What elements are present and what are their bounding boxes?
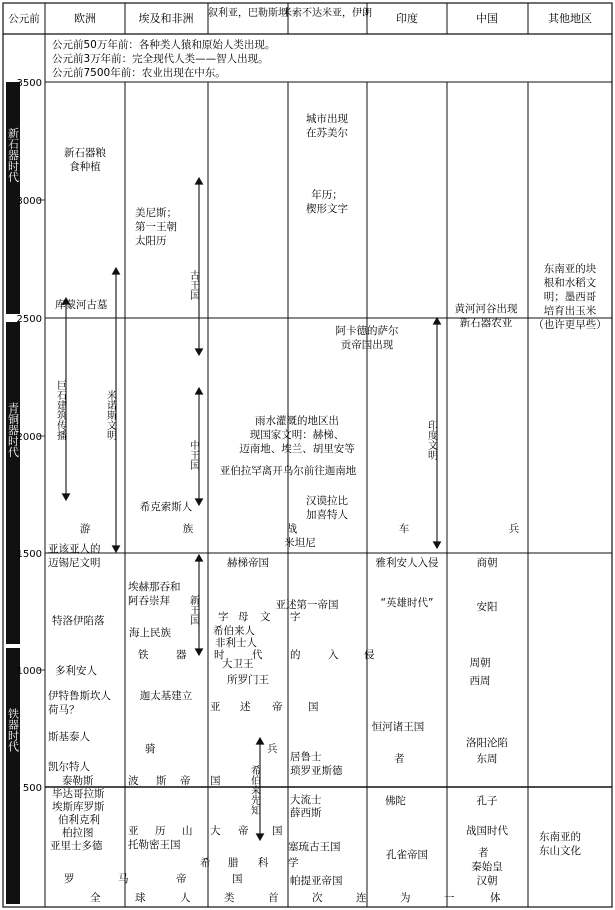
event-dongson: 东山文化 [539, 845, 581, 857]
iron-7: 侵 [364, 649, 375, 661]
event-akhenaten: 埃赫那吞和 [128, 581, 181, 593]
event-buddha: 佛陀 [385, 795, 406, 807]
event-other-early-3: 明；墨西哥 [543, 291, 597, 303]
year-1000: 1000 [16, 666, 42, 677]
event-confucius: 孔子 [476, 795, 498, 807]
event-maurya: 孔雀帝国 [386, 849, 428, 861]
event-david: 大卫王 [222, 658, 254, 670]
event-akhenaten-2: 阿吞崇拜 [128, 595, 170, 607]
global-5: 首 [268, 892, 279, 904]
event-other-early-5: （也许更早些） [533, 319, 607, 331]
persia-3: 帝 [180, 775, 191, 787]
global-7: 连 [356, 892, 367, 904]
global-3: 人 [180, 892, 191, 904]
alexander-1: 亚 [128, 825, 139, 837]
event-hebrews: 希伯来人 [213, 625, 255, 637]
event-rainfall-3: 迈南地、埃兰、胡里安等 [239, 443, 355, 455]
hellenistic-3: 科 [258, 857, 269, 869]
hellenistic-4: 学 [288, 857, 299, 869]
event-calendar-2: 楔形文字 [306, 203, 348, 215]
span-hebrew: 希伯来先知 [248, 765, 260, 815]
event-other-early: 东南亚的块 [543, 263, 597, 275]
event-menes-3: 太阳历 [135, 235, 167, 247]
event-menes-2: 第一王朝 [135, 221, 177, 233]
assyria-4: 国 [308, 701, 319, 713]
span-indus: 印度文明 [425, 420, 437, 460]
events [48, 112, 607, 904]
event-philistines: 非利士人 [215, 637, 257, 649]
event-hammurabi: 汉谟拉比 [306, 495, 348, 507]
event-cities-sumer: 城市出现 [306, 113, 348, 125]
iron-1: 铁 [138, 649, 149, 661]
iron-4: 代 [252, 649, 263, 661]
persia-1: 波 [128, 775, 139, 787]
event-carthage: 迦太基建立 [139, 690, 193, 702]
event-akkad-2: 贡帝国出现 [340, 339, 394, 351]
year-2500: 2500 [16, 314, 42, 325]
global-4: 类 [224, 892, 235, 904]
header-row [8, 6, 592, 25]
year-3500: 3500 [16, 78, 42, 89]
prehistory-notes [52, 38, 275, 79]
header-china: 中国 [476, 12, 498, 25]
event-trojan: 特洛伊陷落 [52, 615, 105, 627]
year-2000: 2000 [16, 432, 42, 443]
alexander-5: 帝 [238, 825, 249, 837]
event-aryan: 雅利安人入侵 [375, 557, 439, 569]
note-500k: 公元前50万年前：各种类人猿和原始人类出现。 [52, 39, 276, 51]
event-yellow-river-2: 新石器农业 [459, 317, 513, 329]
migration-3: 战 [286, 523, 298, 535]
event-mycenae-2: 迈锡尼文明 [48, 557, 101, 569]
cavalry-1: 骑 [145, 743, 156, 755]
event-dorians: 多利安人 [55, 665, 97, 677]
event-seleucid: 塞琉古王国 [288, 841, 341, 853]
event-hyksos: 希克索斯人 [139, 501, 193, 513]
iron-3: 时 [214, 649, 225, 661]
event-rainfall-2: 现国家文明：赫梯、 [249, 429, 345, 441]
event-shang: 商朝 [476, 557, 498, 569]
event-se-asia: 东南亚的 [539, 831, 581, 843]
event-eastern-zhou: 东周 [476, 753, 498, 765]
event-menes: 美尼斯； [135, 207, 177, 219]
age-band-bronze [6, 322, 20, 644]
event-assyria-first: 亚述第一帝国 [275, 599, 339, 611]
alphabet-4: 字 [290, 611, 301, 623]
event-pericles: 伯利克利 [58, 814, 100, 826]
iron-6: 入 [328, 649, 339, 661]
event-solomon: 所罗门王 [227, 674, 269, 686]
span-middle-kingdom: 中王国 [187, 440, 199, 470]
event-thales: 泰勒斯 [62, 775, 94, 787]
event-neolithic-farming: 新石器粮 [64, 147, 106, 159]
event-plato: 柏拉图 [62, 827, 94, 839]
event-sea-peoples: 海上民族 [129, 627, 171, 639]
event-parthia: 帕提亚帝国 [290, 875, 343, 887]
event-aristotle: 亚里士多德 [50, 840, 103, 852]
event-cyrus: 居鲁士 [290, 751, 322, 763]
alexander-3: 山 [182, 825, 193, 837]
migration-1: 游 [79, 523, 91, 535]
cavalry-3: 者 [394, 753, 405, 765]
assyria-1: 亚 [210, 701, 221, 713]
event-darius: 大流士 [290, 794, 322, 806]
year-500: 500 [22, 783, 42, 794]
rome-3: 帝 [176, 873, 187, 885]
note-30k: 公元前3万年前：完全现代人类——智人出现。 [52, 53, 269, 65]
year-3000: 3000 [16, 196, 42, 207]
event-yellow-river: 黄河河谷出现 [454, 303, 518, 315]
event-luoyang: 洛阳沦陷 [466, 737, 508, 749]
event-scythians: 斯基泰人 [48, 731, 90, 743]
span-minoan: 米诺斯文明 [104, 390, 116, 440]
event-abraham: 亚伯拉罕离开乌尔前往迦南地 [219, 465, 357, 477]
alexander-4: 大 [210, 825, 221, 837]
global-8: 为 [400, 892, 411, 904]
event-akkad: 阿卡德的萨尔 [335, 325, 399, 337]
event-mitanni: 米坦尼 [284, 537, 316, 549]
rome-1: 罗 [64, 873, 75, 885]
global-6: 次 [312, 892, 323, 904]
event-homer: 荷马？ [48, 704, 80, 716]
header-europe: 欧洲 [74, 12, 96, 25]
global-10: 体 [490, 892, 501, 904]
event-western-zhou: 西周 [469, 675, 491, 687]
rome-2: 马 [118, 873, 129, 885]
rome-4: 国 [232, 873, 243, 885]
alphabet-2: 母 [238, 611, 249, 623]
age-label-bronze: 青铜器时代 [6, 402, 20, 458]
assyria-2: 述 [240, 701, 251, 713]
alexander-2: 历 [155, 825, 166, 837]
event-han: 汉朝 [476, 875, 498, 887]
event-anyang: 安阳 [476, 601, 498, 613]
hellenistic-2: 腊 [228, 857, 239, 869]
event-rainfall: 雨水灌溉的地区出 [255, 415, 339, 427]
persia-4: 国 [210, 775, 221, 787]
event-aeschylus: 埃斯库罗斯 [52, 801, 105, 813]
header-syria-palestine: 叙利亚，巴勒斯坦 [208, 8, 288, 19]
year-1500: 1500 [16, 549, 42, 560]
span-new-kingdom: 新王国 [187, 595, 199, 625]
iron-2: 器 [176, 649, 187, 661]
event-other-early-2: 根和水稻文 [543, 277, 597, 289]
event-hammurabi-2: 加喜特人 [306, 509, 348, 521]
event-zoroaster: 琐罗亚斯德 [290, 765, 343, 777]
hellenistic-1: 希 [200, 857, 211, 869]
event-neolithic-farming-2: 食种植 [69, 161, 101, 173]
event-cities-sumer-2: 在苏美尔 [306, 127, 348, 139]
span-arrows [66, 178, 437, 840]
span-old-kingdom: 古王国 [187, 270, 199, 300]
event-ganges: 恒河诸王国 [371, 721, 425, 733]
age-label-neolithic: 新石器时代 [6, 127, 20, 183]
age-band-iron [6, 648, 20, 904]
alexander-6: 国 [272, 825, 283, 837]
header-year: 公元前 [8, 13, 40, 25]
assyria-3: 帝 [272, 701, 283, 713]
alphabet-1: 字 [218, 611, 229, 623]
migration-4: 车 [398, 523, 410, 535]
event-calendar: 年历； [311, 189, 343, 201]
event-mycenae: 亚该亚人的 [48, 543, 101, 555]
persia-2: 斯 [156, 775, 167, 787]
migration-5: 兵 [508, 523, 520, 535]
header-mesopotamia-iran: 米索不达米亚，伊朗 [282, 8, 372, 19]
migration-2: 族 [182, 523, 194, 535]
event-warring-2: 者 [478, 847, 489, 859]
event-xerxes: 薛西斯 [290, 807, 322, 819]
age-label-iron: 铁器时代 [6, 708, 20, 752]
cavalry-2: 兵 [267, 743, 278, 755]
column-lines [45, 3, 528, 907]
event-warring-states: 战国时代 [466, 825, 508, 837]
alphabet-3: 文 [260, 611, 271, 623]
event-stonehenge: 库蒙河古墓 [55, 299, 108, 311]
event-qin: 秦始皇 [471, 861, 503, 873]
event-heroic-age: “英雄时代” [380, 597, 434, 609]
note-7500: 公元前7500年前：农业出现在中东。 [52, 67, 226, 79]
span-megalith: 巨石建筑传播 [54, 380, 66, 440]
iron-5: 的 [290, 649, 301, 661]
header-india: 印度 [396, 12, 418, 25]
event-celts: 凯尔特人 [48, 761, 90, 773]
header-egypt-africa: 埃及和非洲 [138, 12, 194, 25]
event-hittite: 赫梯帝国 [227, 557, 269, 569]
event-etruscans: 伊特鲁斯坎人 [48, 690, 111, 702]
global-2: 球 [135, 892, 146, 904]
event-ptolemy: 托勒密王国 [128, 839, 181, 851]
header-other: 其他地区 [548, 12, 592, 25]
event-pythagoras: 毕达哥拉斯 [52, 788, 105, 800]
global-9: 一 [444, 892, 455, 904]
event-zhou: 周朝 [469, 657, 491, 669]
event-other-early-4: 培育出玉米 [543, 305, 597, 317]
global-1: 全 [90, 892, 101, 904]
